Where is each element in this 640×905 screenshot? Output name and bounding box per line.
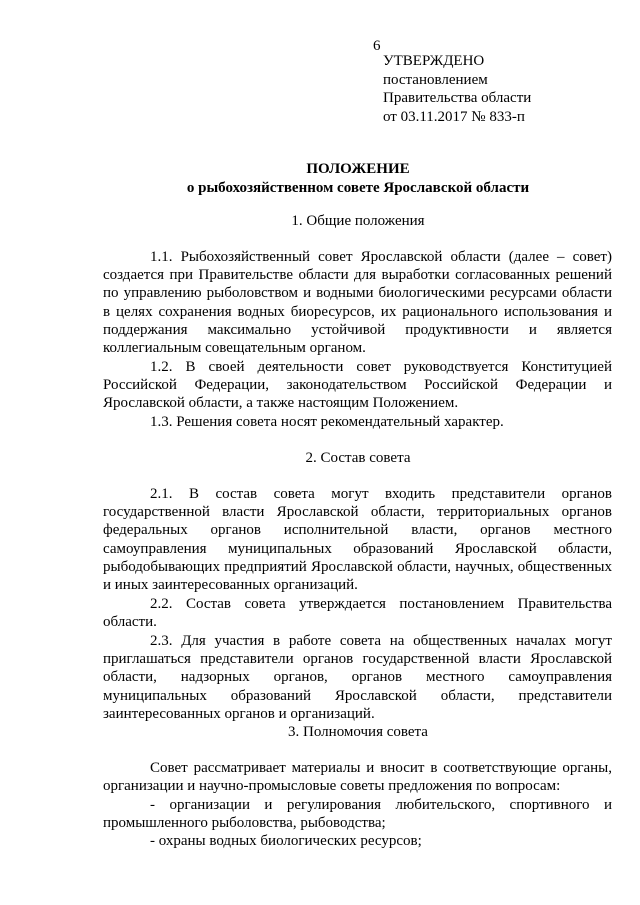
paragraph-1-2: 1.2. В своей деятельности совет руководствуется Конституцией Российской Федерации, законодательством Российской Федерации и Ярославской области, а также настоящим Положением. <box>103 359 612 412</box>
section-heading-2: 2. Состав совета <box>305 450 411 466</box>
section-heading-1: 1. Общие положения <box>291 213 425 229</box>
approval-line-2: постановлением <box>383 71 488 88</box>
paragraph-3-2: - организации и регулирования любительского, спортивного и промышленного рыболовства, рыбоводства; <box>103 797 612 832</box>
approval-line-4: от 03.11.2017 № 833-п <box>383 108 525 125</box>
approval-line-1: УТВЕРЖДЕНО <box>383 53 485 69</box>
document-title <box>103 160 613 198</box>
title-line-2: о рыбохозяйственном совете Ярославской области <box>186 180 530 196</box>
title-line-1: ПОЛОЖЕНИЕ <box>306 161 410 177</box>
section-heading-3: 3. Полномочия совета <box>288 724 428 740</box>
paragraph-2-2: 2.2. Состав совета утверждается постановлением Правительства области. <box>103 596 612 631</box>
paragraph-3-3: - охраны водных биологических ресурсов; <box>150 833 422 849</box>
approval-line-3: Правительства области <box>383 90 532 106</box>
paragraph-1-1: 1.1. Рыбохозяйственный совет Ярославской области (далее – совет) создается при Правительстве области для выработки согласованных решений по управлению рыболовством и водными биологическими ресурсами области в целях сохранения водных биоресурсов, их рационального использования и поддержания максимально устойчивой продуктивности и является коллегиальным совещательным органом. <box>103 249 612 357</box>
paragraph-2-3: 2.3. Для участия в работе совета на общественных началах могут приглашаться представители органов государственной власти Ярославской области, надзорных органов, органов местного самоуправления муниципальных образований Ярославской области, представители заинтересованных органов и организаций. <box>103 633 612 722</box>
approval-stamp <box>383 52 531 126</box>
paragraph-1-3: 1.3. Решения совета носят рекомендательный характер. <box>150 414 504 430</box>
paragraph-2-1: 2.1. В состав совета могут входить представители органов государственной власти Ярославской области, территориальных органов федеральных органов исполнительной власти, органов местного самоуправления муниципальных образований Ярославской области, рыбодобывающих предприятий Ярославской области, научных, общественных и иных заинтересованных организаций. <box>103 486 612 594</box>
paragraph-3-1: Совет рассматривает материалы и вносит в соответствующие органы, организации и научно-промысловые советы предложения по вопросам: <box>103 760 612 795</box>
page-number: 6 <box>373 38 381 54</box>
